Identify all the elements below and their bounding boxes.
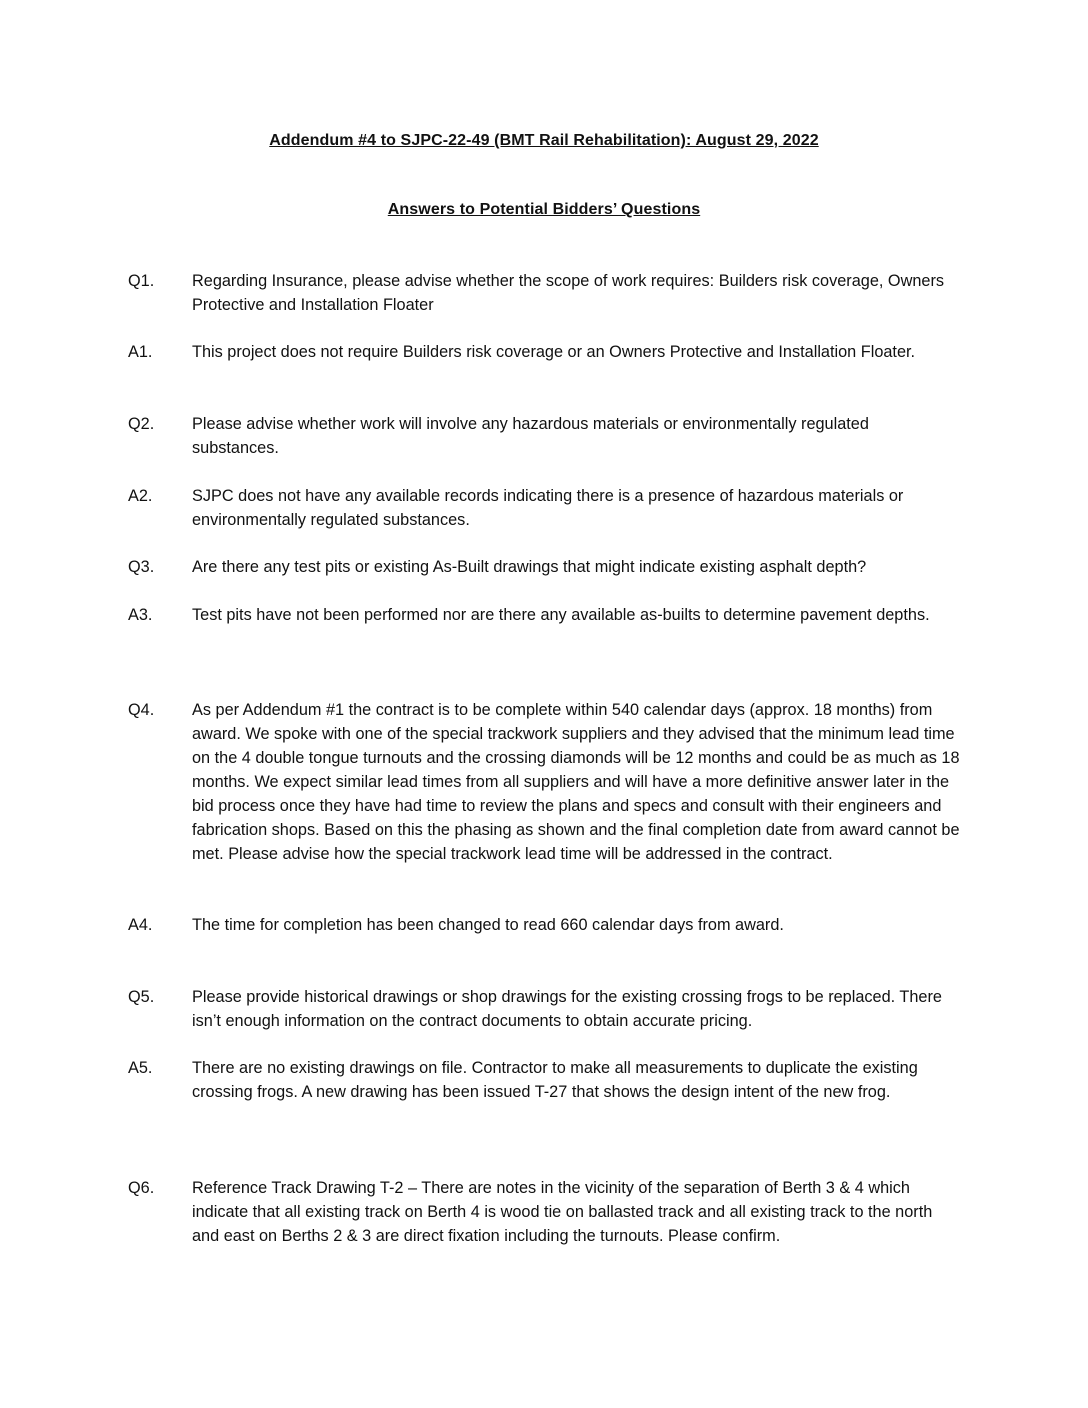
- item-label: A4.: [128, 916, 153, 934]
- item-text: As per Addendum #1 the contract is to be complete within 540 calendar days (approx. 18 months) from award. We spoke with one of the special trackwork suppliers and they advised that the minimum lead time on the 4 double tongue turnouts and the crossing diamonds will be 12 months and could be as much as 18 months. We expect similar lead times from all suppliers and will have a more definitive answer later in the bid process once they have had time to review the plans and specs and consult with their engineers and fabrication shops. Based on this the phasing as shown and the final completion date from award cannot be met. Please advise how the special trackwork lead time will be addressed in the contract.: [192, 701, 960, 863]
- item-label: Q5.: [128, 988, 155, 1006]
- item-text: Reference Track Drawing T-2 – There are notes in the vicinity of the separation of Berth 3 & 4 which indicate that all existing track on Berth 4 is wood tie on ballasted track and all existing track to the north and east on Berths 2 & 3 are direct fixation including the turnouts. Please confirm.: [192, 1179, 933, 1245]
- item-text: The time for completion has been changed to read 660 calendar days from award.: [192, 916, 784, 934]
- item-label: Q1.: [128, 272, 155, 290]
- item-label: Q4.: [128, 701, 155, 719]
- item-label: A3.: [128, 606, 153, 624]
- item-text: Please provide historical drawings or shop drawings for the existing crossing frogs to be replaced. There isn’t enough information on the contract documents to obtain accurate pricing.: [192, 988, 942, 1030]
- page-subtitle: Answers to Potential Bidders’ Questions: [387, 201, 701, 218]
- item-text: Regarding Insurance, please advise whether the scope of work requires: Builders risk coverage, Owners Protective and Installation Floater: [192, 272, 945, 314]
- item-label: A2.: [128, 487, 153, 505]
- item-label: Q3.: [128, 558, 155, 576]
- item-label: Q6.: [128, 1179, 155, 1197]
- item-text: There are no existing drawings on file. Contractor to make all measurements to duplicate the existing crossing frogs. A new drawing has been issued T-27 that shows the design intent of the new frog.: [192, 1059, 918, 1101]
- item-label: Q2.: [128, 415, 155, 433]
- item-label: A5.: [128, 1059, 153, 1077]
- item-label: A1.: [128, 343, 153, 361]
- page-title: Addendum #4 to SJPC-22-49 (BMT Rail Rehabilitation): August 29, 2022: [269, 132, 819, 149]
- item-text: Test pits have not been performed nor are there any available as-builts to determine pavement depths.: [192, 606, 930, 624]
- item-text: Are there any test pits or existing As-Built drawings that might indicate existing asphalt depth?: [192, 558, 867, 576]
- item-text: Please advise whether work will involve any hazardous materials or environmentally regulated substances.: [192, 415, 869, 457]
- item-text: SJPC does not have any available records indicating there is a presence of hazardous materials or environmentally regulated substances.: [192, 487, 904, 529]
- item-text: This project does not require Builders risk coverage or an Owners Protective and Installation Floater.: [192, 343, 916, 361]
